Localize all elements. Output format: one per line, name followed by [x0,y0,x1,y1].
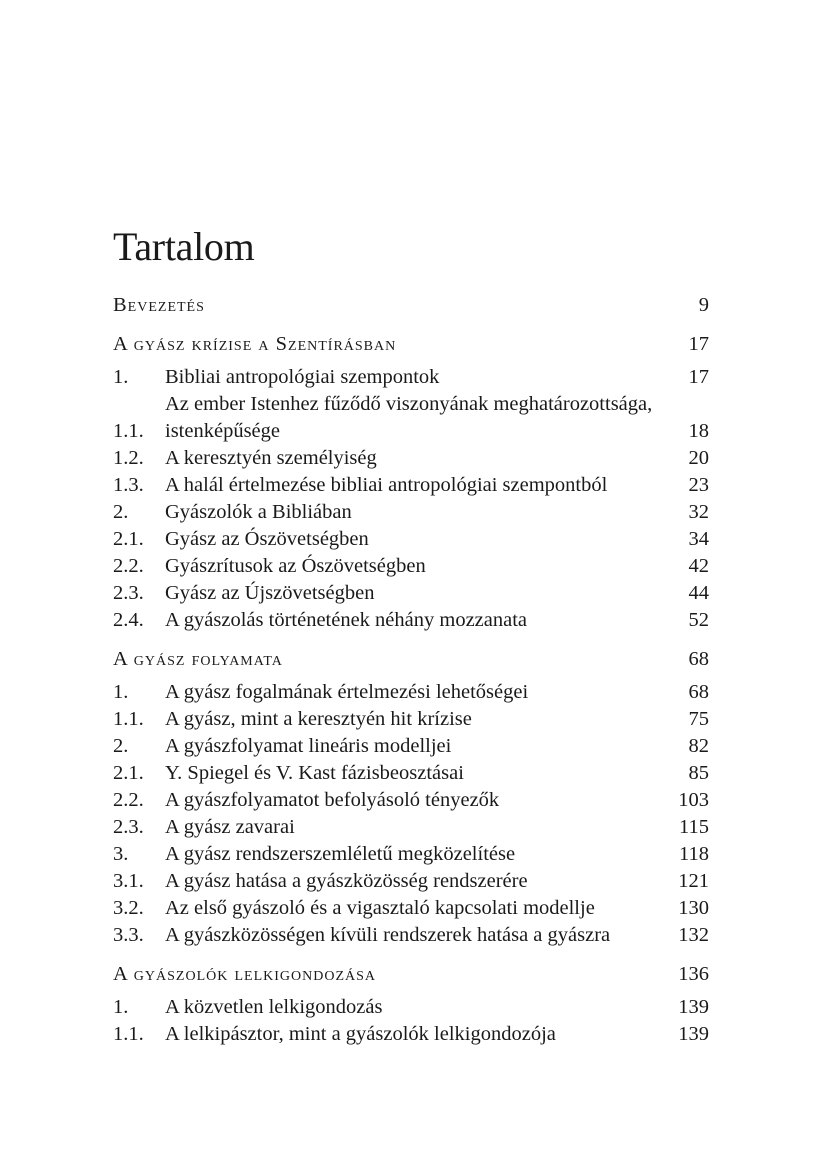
toc-entry-number: 3. [113,843,129,865]
toc-entry-title: A gyászolás történetének néhány mozzanata [165,609,528,631]
toc-entry [113,706,709,733]
toc-entry-page: 34 [688,528,709,550]
toc-section-page: 17 [688,333,709,355]
toc-entry [113,994,709,1021]
toc-entry-number: 3.2. [113,897,144,919]
toc-entry-page: 130 [678,897,709,919]
page-title: Tartalom [113,224,255,269]
toc-entry-number: 1. [113,681,129,703]
toc-section-page: 68 [688,648,709,670]
toc-section [113,961,709,988]
toc-entry-page: 42 [688,555,709,577]
toc-entry [113,814,709,841]
toc-entry-number: 1.3. [113,474,144,496]
toc-entry-number: 1.1. [113,420,144,442]
toc-entry-number: 1.1. [113,1023,144,1045]
toc-entry-page: 85 [688,762,709,784]
toc-section-page: 136 [678,963,709,985]
toc-entry [113,553,709,580]
toc-entry [113,787,709,814]
toc-entry-number: 2.3. [113,816,144,838]
toc-section-title: A gyász krízise a Szentírásban [113,333,397,355]
toc-entry-title: A közvetlen lelkigondozás [165,996,383,1018]
toc-entry-page: 82 [688,735,709,757]
toc-entry-number: 2.4. [113,609,144,631]
toc-entry [113,472,709,499]
toc-entry-number: 2.1. [113,762,144,784]
toc-entry [113,526,709,553]
toc-entry-page: 103 [678,789,709,811]
toc-entry-title: A lelkipásztor, mint a gyászolók lelkigondozója [165,1023,556,1045]
table-of-contents-page [113,222,709,1048]
toc-entry-title: Gyász az Újszövetségben [165,582,375,604]
toc-entry-page: 68 [688,681,709,703]
toc-entry-title: Y. Spiegel és V. Kast fázisbeosztásai [165,762,464,784]
toc-entries [113,679,709,949]
toc-entry-title: Gyászrítusok az Ószövetségben [165,555,426,577]
toc-entry-title: A gyász rendszerszemléletű megközelítése [165,843,516,865]
toc-entry-page: 18 [688,420,709,442]
toc-entry-number: 2. [113,501,129,523]
toc-entries [113,994,709,1048]
toc-entry [113,391,709,445]
toc-entry-number: 2.1. [113,528,144,550]
toc-entry-page: 118 [679,843,709,865]
toc-entry-page: 132 [678,924,709,946]
toc-entry-title: A gyász zavarai [165,816,295,838]
toc-entry-number: 2.3. [113,582,144,604]
toc-entry-title: Gyász az Ószövetségben [165,528,369,550]
toc-entry [113,499,709,526]
toc-entry [113,607,709,634]
toc-entry-page: 32 [688,501,709,523]
toc-entry-number: 3.3. [113,924,144,946]
toc-entry-title: Az első gyászoló és a vigasztaló kapcsolati modellje [165,897,595,919]
toc-entry-title: A gyászközösségen kívüli rendszerek hatása a gyászra [165,924,611,946]
toc-entry [113,868,709,895]
toc-entry [113,760,709,787]
toc-entry-page: 52 [688,609,709,631]
toc-entry [113,364,709,391]
toc-entry-title: A gyász hatása a gyászközösség rendszerére [165,870,528,892]
toc-entry-page: 75 [688,708,709,730]
toc-entry-number: 1. [113,366,129,388]
toc-entry-title: A gyász, mint a keresztyén hit krízise [165,708,472,730]
toc-entry-title: Az ember Istenhez fűződő viszonyának meghatározottsága, istenképűsége [165,393,653,442]
toc-entry-title: A gyászfolyamat lineáris modelljei [165,735,452,757]
toc-section-title: Bevezetés [113,294,205,316]
toc-section [113,331,709,358]
toc-entry-number: 3.1. [113,870,144,892]
toc-entry-number: 1. [113,996,129,1018]
toc-entry [113,922,709,949]
toc-entry [113,580,709,607]
toc-entry-number: 1.2. [113,447,144,469]
toc-entry-page: 44 [688,582,709,604]
toc-entry-page: 23 [688,474,709,496]
toc-section-page: 9 [698,294,709,316]
toc-list [113,292,709,1048]
toc-entry [113,733,709,760]
toc-entry-title: A halál értelmezése bibliai antropológiai szempontból [165,474,608,496]
toc-entry-page: 115 [679,816,709,838]
toc-entry-page: 139 [678,1023,709,1045]
toc-entry-number: 2.2. [113,789,144,811]
toc-entry-title: A keresztyén személyiség [165,447,377,469]
toc-entry-page: 121 [678,870,709,892]
toc-section-title: A gyászolók lelkigondozása [113,963,377,985]
toc-entry [113,841,709,868]
toc-entries [113,364,709,634]
toc-section [113,292,709,319]
toc-entry-title: A gyászfolyamatot befolyásoló tényezők [165,789,500,811]
toc-entry-page: 17 [688,366,709,388]
toc-entry-page: 139 [678,996,709,1018]
toc-entry [113,895,709,922]
toc-entry-number: 2. [113,735,129,757]
toc-section [113,646,709,673]
toc-entry-title: Gyászolók a Bibliában [165,501,352,523]
toc-entry [113,1021,709,1048]
toc-entry-title: A gyász fogalmának értelmezési lehetőségei [165,681,529,703]
toc-entry [113,679,709,706]
toc-section-title: A gyász folyamata [113,648,283,670]
toc-entry-number: 1.1. [113,708,144,730]
toc-entry-title: Bibliai antropológiai szempontok [165,366,440,388]
toc-entry-page: 20 [688,447,709,469]
toc-entry [113,445,709,472]
toc-entry-number: 2.2. [113,555,144,577]
